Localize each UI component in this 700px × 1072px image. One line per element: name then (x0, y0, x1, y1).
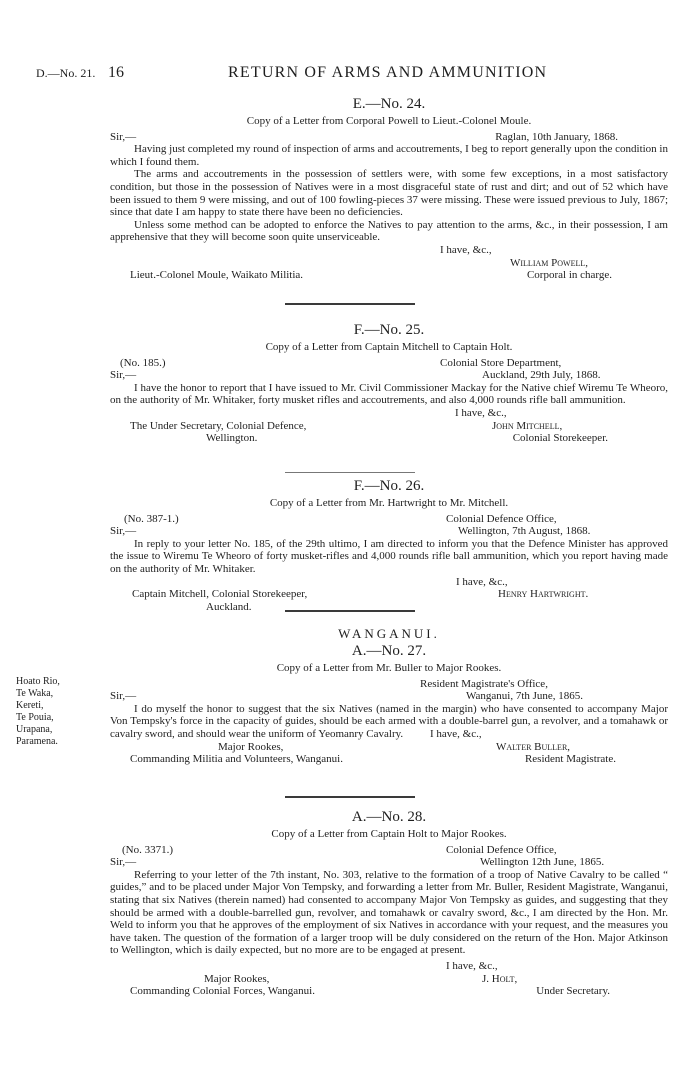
addressee-unit: Commanding Colonial Forces, Wanganui. (130, 985, 315, 998)
place-date: Auckland, 29th July, 1868. (482, 369, 601, 382)
letter-subtitle: Copy of a Letter from Corporal Powell to Lieut.-Colonel Moule. (246, 115, 532, 127)
letter-e-24 (110, 95, 668, 282)
letter-subtitle: Copy of a Letter from Mr. Buller to Major Rookes. (276, 662, 502, 674)
signer-title: Corporal in charge. (526, 269, 612, 282)
document-reference: D.—No. 21. (36, 66, 96, 80)
margin-note-names (16, 676, 96, 748)
signer-title: Under Secretary. (536, 985, 610, 998)
section-divider (285, 610, 415, 612)
office: Colonial Defence Office, (446, 512, 557, 525)
addressee-unit: Commanding Militia and Volunteers, Wanganui. (130, 753, 343, 766)
paragraph: In reply to your letter No. 185, of the 29th ultimo, I am directed to inform you that the Defence Minister has approved the issue to Wiremu Te Wheoro of forty musket-rifles and 4,000 rounds rifle ball ammunition, which you report having made on the authority of Mr. Whitaker. (110, 537, 668, 575)
closing: I have, &c., (440, 243, 492, 256)
margin-name: Urapana, (16, 724, 53, 735)
letter-number: (No. 3371.) (122, 843, 174, 856)
office: Resident Magistrate's Office, (420, 677, 548, 690)
signature: William Powell, (510, 256, 588, 269)
letter-subtitle: Copy of a Letter from Mr. Hartwright to Mr. Mitchell. (269, 497, 509, 509)
letter-subtitle: Copy of a Letter from Captain Mitchell to Captain Holt. (265, 341, 513, 353)
salutation: Sir,— (110, 130, 137, 143)
salutation: Sir,— (110, 856, 137, 869)
addressee: Captain Mitchell, Colonial Storekeeper, (132, 588, 308, 601)
paragraph: I do myself the honor to suggest that the six Natives (named in the margin) who have consented to accompany Major Von Tempsky's force in the capacity of guides, should be each armed with a double-barrel gun, a revolver, and a tomahawk or cavalry sword, and should wear the uniform of Yeomanry Cavalry. (110, 702, 668, 740)
section-title: WANGANUI. (338, 626, 440, 641)
salutation: Sir,— (110, 525, 137, 538)
letter-a-28 (110, 808, 668, 998)
office: Colonial Defence Office, (446, 843, 557, 856)
signer-title: Resident Magistrate. (524, 753, 616, 766)
addressee: Major Rookes, (218, 740, 284, 753)
margin-name: Paramena. (16, 736, 58, 747)
paragraph: Referring to your letter of the 7th instant, No. 303, relative to the formation of a troop of Native Cavalry to be called “ guides,” and to be placed under Major Von Tempsky, and forwarding a letter from Mr. Buller, Resident Magistrate, Wanganui, stating that six Natives (therein named) had consented to accompany Major Von Tempsky as guides, and suggesting that they should be armed with a double-barrelled gun, revolver, and tomahawk or cavalry sword, &c., I am directed by the Hon. Mr. Weld to inform you that he approves of the employment of six Natives in accordance with your request, and the measures you have taken. The question of the formation of a larger troop will be duly considered on the return of the Hon. Major Atkinson to Wellington, which is daily expected, but no more are to be engaged at present. (110, 868, 668, 957)
paragraph: I have the honor to report that I have issued to Mr. Civil Commissioner Mackay for the Native chief Wiremu Te Wheoro, on the authority of Mr. Whitaker, forty musket rifles and accoutrements, and also 4,000 rounds rifle ball ammunition. (110, 381, 668, 407)
signature: J. Holt, (482, 972, 518, 985)
letter-heading: E.—No. 24. (352, 96, 426, 112)
letter-heading: A.—No. 27. (351, 643, 427, 659)
closing: I have, &c., (430, 727, 482, 740)
closing: I have, &c., (455, 406, 507, 419)
letter-a-27 (110, 626, 668, 766)
letter-number: (No. 185.) (120, 356, 166, 369)
addressee-city: Auckland. (206, 600, 252, 613)
margin-name: Hoato Rio, (16, 676, 60, 687)
letter-heading: F.—No. 26. (353, 478, 425, 494)
section-divider (285, 796, 415, 798)
paragraph: The arms and accoutrements in the possession of settlers were, with some few exceptions, in a most satisfactory condition, but those in the possession of Natives were in a most disgraceful state of rust and dirt; and out of 52 which have been issued to them 9 were missing, and out of 100 fowling-pieces 37 were missing. These were issued previous to July, 1867; since that date I am happy to state there have been no deficiencies. (110, 168, 668, 219)
page-number: 16 (108, 64, 124, 81)
place-date: Wanganui, 7th June, 1865. (466, 690, 584, 703)
running-title: RETURN OF ARMS AND AMMUNITION (228, 64, 548, 81)
section-divider (285, 472, 415, 473)
place-date: Wellington, 7th August, 1868. (458, 525, 591, 538)
salutation: Sir,— (110, 369, 137, 382)
addressee-city: Wellington. (206, 432, 258, 445)
signature: John Mitchell, (492, 419, 563, 432)
office: Colonial Store Department, (440, 356, 562, 369)
signature: Henry Hartwright. (498, 588, 589, 601)
letter-number: (No. 387-1.) (124, 512, 179, 525)
addressee: The Under Secretary, Colonial Defence, (130, 419, 307, 432)
letter-heading: A.—No. 28. (351, 809, 427, 825)
signer-title: Colonial Storekeeper. (512, 432, 608, 445)
signature: Walter Buller, (496, 740, 571, 753)
margin-name: Kereti, (16, 700, 44, 711)
margin-name: Te Pouia, (16, 712, 54, 723)
closing: I have, &c., (456, 575, 508, 588)
letter-f-25 (110, 321, 668, 445)
letter-subtitle: Copy of a Letter from Captain Holt to Major Rookes. (271, 828, 507, 840)
letter-f-26 (110, 477, 668, 613)
addressee: Major Rookes, (204, 972, 270, 985)
section-divider (285, 303, 415, 305)
place-date: Wellington 12th June, 1865. (480, 856, 605, 869)
paragraph: Having just completed my round of inspection of arms and accoutrements, I beg to report generally upon the condition in which I found them. (110, 143, 668, 168)
paragraph: Unless some method can be adopted to enforce the Natives to pay attention to the arms, &c., in their possession, I am apprehensive that they will become soon quite unserviceable. (110, 218, 668, 244)
letter-heading: F.—No. 25. (353, 322, 425, 338)
closing: I have, &c., (446, 959, 498, 972)
place-date: Raglan, 10th January, 1868. (495, 130, 618, 143)
addressee: Lieut.-Colonel Moule, Waikato Militia. (130, 269, 304, 282)
salutation: Sir,— (110, 690, 137, 703)
margin-name: Te Waka, (16, 688, 54, 699)
page-header (0, 64, 700, 84)
